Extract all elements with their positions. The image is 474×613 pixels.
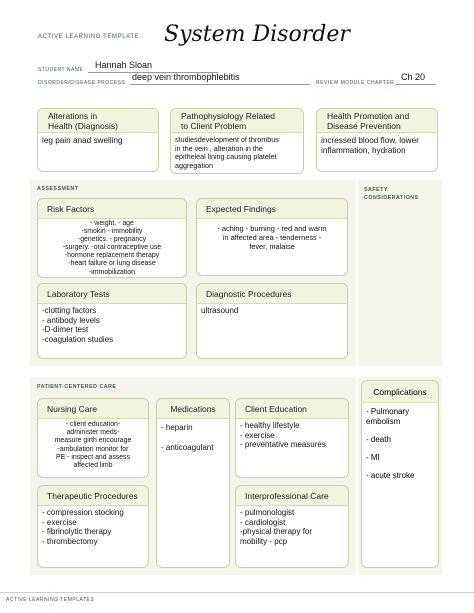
risk-factors-text[interactable]: - weight. - age -smokin - immobility -genetics. - pregnancy -surgery. -oral contraceptive use -hormone replacement therapy -heart failure or lung disease -immobilization: [62, 220, 162, 276]
laboratory-tests-box: [37, 283, 187, 359]
medications-text[interactable]: - heparin - anticoagulant: [161, 423, 214, 452]
diagnostic-procedures-header: Diagnostic Procedures: [197, 284, 347, 304]
expected-findings-header: Expected Findings: [197, 199, 347, 219]
risk-factors-box: [37, 198, 187, 278]
diagnostic-procedures-box: [196, 283, 348, 359]
client-education-text[interactable]: - healthy lifestyle - exercise - preventative measures: [240, 421, 326, 449]
diagnosis-header: Alterations in Health (Diagnosis): [38, 109, 158, 133]
pathophysiology-text[interactable]: studiesdevelopment of thrombus in the vein , alteration in the epitheleal lining causing platelet aggregation: [175, 135, 279, 170]
laboratory-tests-text[interactable]: -clotting factors - antibody levels -D-dimer test -coagulation studies: [42, 306, 114, 344]
safety-label: SAFETY CONSIDERATIONS: [364, 187, 419, 201]
footer-divider: [0, 592, 474, 593]
student-name-field[interactable]: Hannah Sloan: [95, 60, 153, 70]
template-header: [38, 22, 438, 50]
nursing-care-header: Nursing Care: [38, 399, 148, 419]
disorder-underline: [130, 84, 310, 85]
chapter-field[interactable]: Ch 20: [401, 72, 426, 82]
health-promotion-box: [316, 108, 438, 172]
risk-factors-header: Risk Factors: [38, 199, 186, 219]
disorder-field[interactable]: deep vein thrombophlebitis: [132, 72, 240, 82]
page-title: System Disorder: [164, 22, 350, 47]
complications-header: Complications: [362, 381, 438, 403]
diagnosis-text[interactable]: leg pain anad swelling: [42, 136, 123, 145]
footer-text: ACTIVE LEARNING TEMPLATES: [6, 597, 95, 603]
student-name-label: STUDENT NAME: [38, 67, 84, 73]
interprofessional-care-text[interactable]: - pulmonologist - cardiologist -physical therapy for mobility - pcp: [240, 508, 313, 546]
interprofessional-care-box: [235, 485, 349, 568]
diagnostic-procedures-text[interactable]: ultrasound: [201, 306, 239, 315]
template-prefix: ACTIVE LEARNING TEMPLATE:: [38, 34, 142, 40]
pathophysiology-header: Pathophysiology Related to Client Problem: [171, 109, 303, 133]
disorder-label: DISORDER/DISEASE PROCESS: [38, 80, 126, 86]
health-promotion-text[interactable]: incressed blood flow, lower inflammation, hydration: [321, 136, 419, 155]
laboratory-tests-header: Laboratory Tests: [38, 284, 186, 304]
expected-findings-text[interactable]: - aching - burning - red and warm in affected area - tenderness - fever, malaise: [217, 224, 327, 251]
safety-panel: [358, 180, 442, 366]
health-promotion-header: Health Promotion and Disease Prevention: [317, 109, 437, 133]
chapter-label: REVIEW MODULE CHAPTER: [316, 80, 395, 86]
client-education-header: Client Education: [236, 399, 348, 419]
nursing-care-text[interactable]: - client education- administer meds- measure girth encourage -ambulation monitor for PE - inspect and assess affected limb: [54, 421, 132, 470]
complications-box: [361, 380, 439, 568]
expected-findings-box: [196, 198, 348, 276]
complications-text[interactable]: - Pulmonary embolism - death - MI - acute stroke: [366, 407, 415, 480]
medications-header: Medications: [157, 399, 229, 419]
interprofessional-care-header: Interprofessional Care: [236, 486, 348, 506]
therapeutic-procedures-header: Therapeutic Procedures: [38, 486, 148, 506]
chapter-underline: [396, 84, 436, 85]
medications-box: [156, 398, 230, 568]
patient-care-label: PATIENT-CENTERED CARE: [37, 384, 117, 390]
client-education-box: [235, 398, 349, 478]
therapeutic-procedures-box: [37, 485, 149, 568]
nursing-care-box: [37, 398, 149, 478]
therapeutic-procedures-text[interactable]: - compression stocking - exercise - fibrinolytic therapy - thrombectomy: [42, 508, 124, 546]
diagnosis-box: [37, 108, 159, 172]
pathophysiology-box: [170, 108, 304, 174]
assessment-label: ASSESSMENT: [37, 186, 79, 192]
